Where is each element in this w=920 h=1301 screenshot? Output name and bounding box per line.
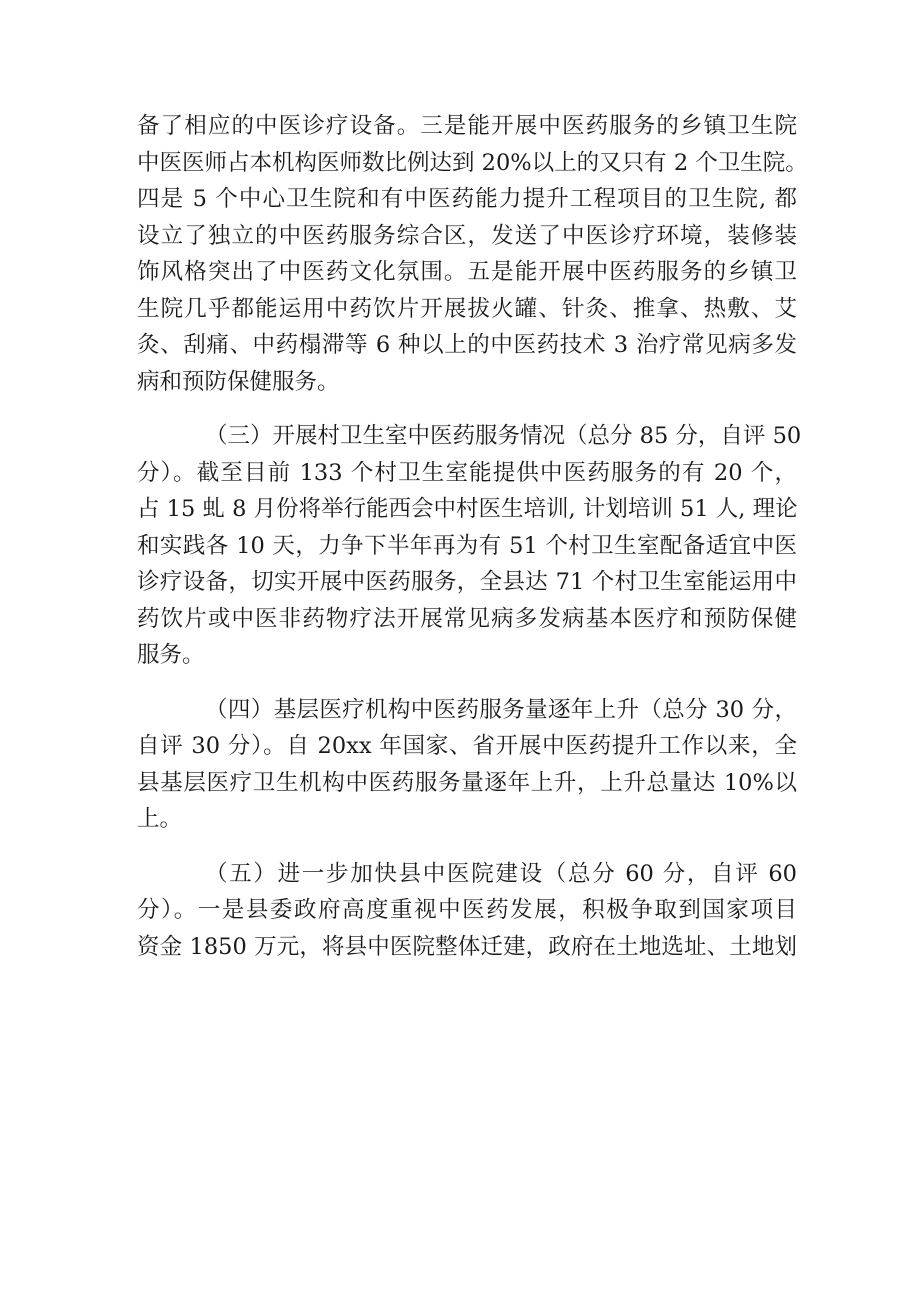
text-line: 县基层医疗卫生机构中医药服务量逐年上升，上升总量达 10%以 — [137, 769, 797, 796]
paragraph-4 — [137, 856, 797, 966]
paragraph-spacer — [137, 400, 797, 418]
text-line: 四是 5 个中心卫生院和有中医药能力提升工程项目的卫生院, 都 — [137, 186, 797, 212]
text-line: 占 15 虬 8 月份将举行能西会中村医生培训, 计划培训 51 人, 理论 — [137, 496, 798, 522]
paragraph-2 — [137, 418, 802, 674]
text-line: 服务。 — [137, 642, 205, 668]
text-line: （五）进一步加快县中医院建设（总分 60 分，自评 60 — [205, 860, 797, 887]
text-line: 分）。一是县委政府高度重视中医药发展，积极争取到国家项目 — [137, 897, 797, 923]
paragraph-1 — [137, 108, 808, 400]
text-line: 和实践各 10 天，力争下半年再为有 51 个村卫生室配备适宜中医 — [137, 532, 797, 559]
text-line: 备了相应的中医诊疗设备。三是能开展中医药服务的乡镇卫生院 — [137, 113, 797, 139]
text-line: （四）基层医疗机构中医药服务量逐年上升（总分 30 分， — [205, 696, 797, 723]
text-line: 资金 1850 万元，将县中医院整体迁建，政府在土地选址、土地划 — [137, 933, 797, 960]
text-line: 病和预防保健服务。 — [137, 368, 340, 395]
text-line: 生院几乎都能运用中药饮片开展拔火罐、针灸、推拿、热敷、艾 — [137, 295, 797, 322]
text-line: 灸、刮痛、中药榻滞等 6 种以上的中医药技术 3 治疗常见病多发 — [137, 332, 797, 358]
text-line: 药饮片或中医非药物疗法开展常见病多发病基本医疗和预防保健 — [137, 605, 797, 632]
text-line: 中医医师占本机构医师数比例达到 20%以上的又只有 2 个卫生院。 — [137, 149, 808, 176]
text-line: 自评 30 分）。自 20xx 年国家、省开展中医药提升工作以来，全 — [137, 733, 797, 759]
document-body — [137, 108, 808, 965]
text-line: 设立了独立的中医药服务综合区，发送了中医诊疗环境，装修装 — [137, 222, 797, 249]
text-line: （三）开展村卫生室中医药服务情况（总分 85 分，自评 50 — [205, 423, 802, 449]
paragraph-spacer — [137, 674, 797, 692]
paragraph-spacer — [137, 838, 797, 856]
text-line: 饰风格突出了中医药文化氛围。五是能开展中医药服务的乡镇卫 — [137, 259, 797, 285]
paragraph-3 — [137, 692, 797, 838]
text-line: 上。 — [137, 806, 183, 832]
text-line: 诊疗设备，切实开展中医药服务，全县达 71 个村卫生室能运用中 — [137, 569, 797, 595]
text-line: 分）。截至目前 133 个村卫生室能提供中医药服务的有 20 个， — [137, 459, 797, 486]
